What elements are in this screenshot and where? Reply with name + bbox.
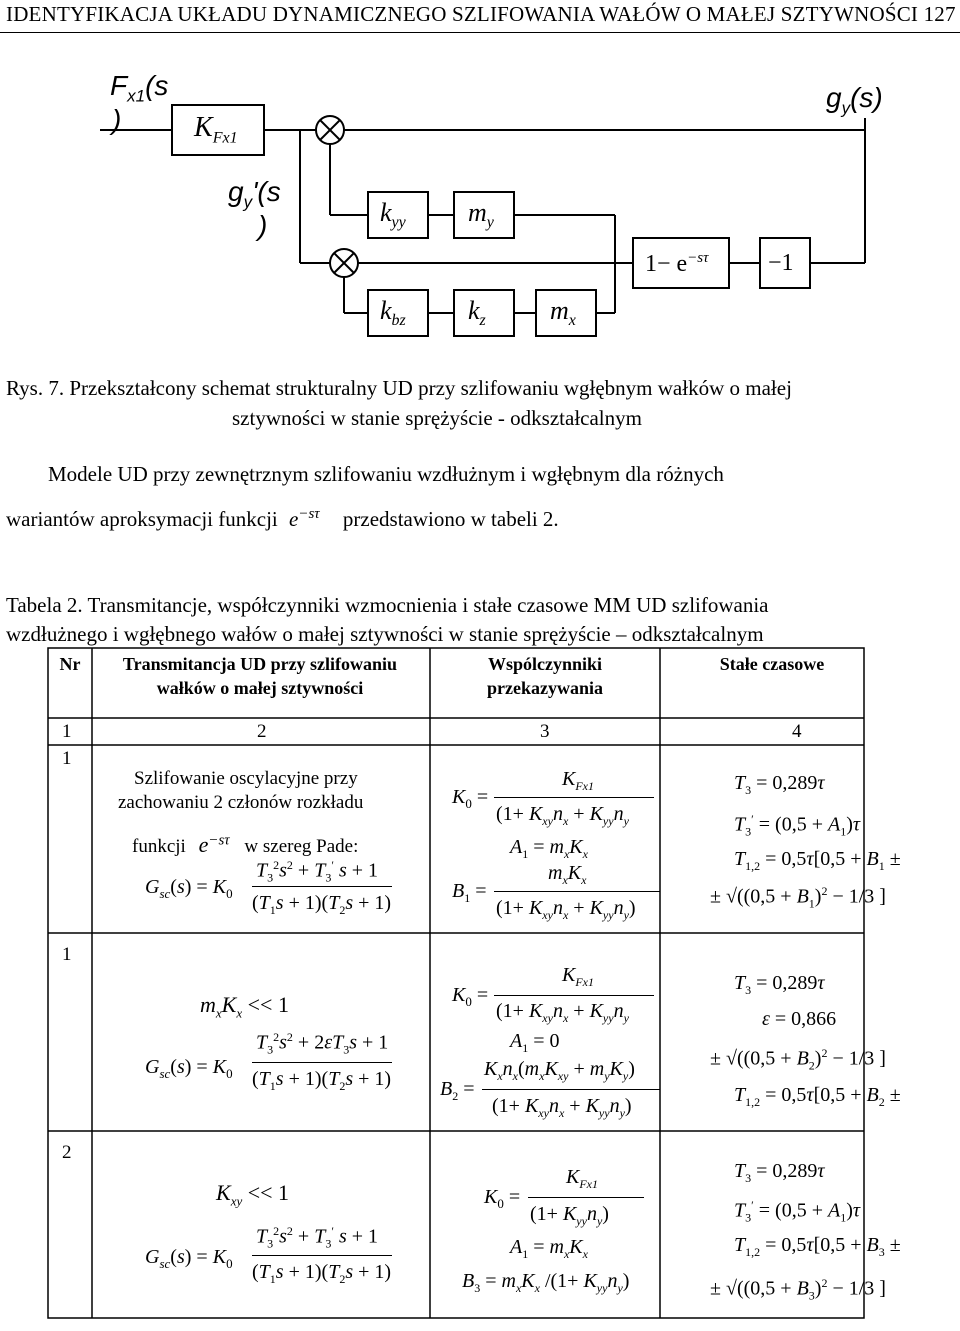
row-3-a1: $A_1 = m_xK_x$ xyxy=(510,1236,588,1261)
col-number-4: 4 xyxy=(792,721,802,742)
page-number: 127 xyxy=(923,2,956,26)
row-2-condition: $m_xK_x << 1$ xyxy=(200,992,289,1021)
table-header-wspolczynniki: Wspólczynniki przekazywania xyxy=(487,654,603,698)
row-2-fraction-bar xyxy=(252,1062,392,1063)
row-1-nr: 1 xyxy=(62,748,72,769)
row-2-b2-den: $(1+ K_{xy}n_x + K_{yy}n_y)$ xyxy=(492,1095,632,1120)
table-caption-line-1: Tabela 2. Transmitancje, współczynniki wzmocnienia i stałe czasowe MM UD szlifowania xyxy=(6,593,769,617)
row-3-t3-prime: $T_3' = (0,5 + A_1)\tau$ xyxy=(734,1198,861,1225)
figure-caption-line-1: Rys. 7. Przekształcony schemat strukturalny UD przy szlifowaniu wgłębnym wałków o małej xyxy=(6,376,792,400)
block-mx-label: $m_x$ xyxy=(550,296,576,330)
row-1-b1-den: $(1+ K_{xy}n_x + K_{yy}n_y)$ xyxy=(496,897,636,922)
block-kbz-label: $k_{bz}$ xyxy=(380,296,406,330)
col-number-3: 3 xyxy=(540,721,550,742)
row-1-t12-cont: ± $√((0,5 + B_1)^2 - 1/3$ ] xyxy=(710,884,886,911)
row-1-k0-num: $K_{Fx1}$ xyxy=(562,768,594,793)
row-2-epsilon: ε = 0,866 xyxy=(762,1008,837,1030)
row-3-t12: $T_{1,2} = 0,5\tau[0,5 + B_3$ ± xyxy=(734,1234,901,1259)
output-label: $g_y(s)$ xyxy=(826,82,883,118)
table-header-stale: Stałe czasowe xyxy=(719,654,825,674)
row-1-k0-bar xyxy=(494,797,654,798)
header-title: IDENTYFIKACJA UKŁADU DYNAMICZNEGO SZLIFOWANIA WAŁÓW O MAŁEJ SZTYWNOŚCI xyxy=(6,2,919,26)
row-3-numerator: $T_3^2s^2 + T_3'$ s + 1 xyxy=(256,1224,379,1251)
row-2-nr: 1 xyxy=(62,944,72,965)
block-kz-label: $k_z$ xyxy=(468,296,486,330)
row-1-a1: $A_1 = m_xK_x$ xyxy=(510,836,588,861)
row-3-fraction-bar xyxy=(252,1255,392,1256)
row-1-text-2: zachowaniu 2 członów rozkładu xyxy=(118,792,364,813)
row-3-sqrt: ± $√((0,5 + B_3)^2 - 1/3$ ] xyxy=(710,1276,886,1303)
row-3-k0: $K_0$ = xyxy=(484,1186,521,1211)
row-3-k0-den: $(1+ K_{yy}n_y)$ xyxy=(530,1203,609,1228)
figure-caption-line-2: sztywności w stanie sprężyście - odkształcalnym xyxy=(232,406,642,430)
row-3-k0-bar xyxy=(528,1197,644,1198)
input-label: $F_{x1}(s$ xyxy=(110,70,169,106)
block-minus-one-label: −1 xyxy=(768,250,794,276)
block-kfx-label: $K_{Fx1}$ xyxy=(194,112,238,147)
row-1-k0: $K_0$ = xyxy=(452,786,489,811)
table-header-transmitancja: Transmitancja UD przy szlifowaniu wałków o małej sztywności xyxy=(122,654,398,698)
row-1-b1-bar xyxy=(494,891,660,892)
input-label-tail: ) xyxy=(112,104,122,135)
row-2-sqrt: ± $√((0,5 + B_2)^2 - 1/3$ ] xyxy=(710,1046,886,1073)
row-3-k0-num: $K_{Fx1}$ xyxy=(566,1166,598,1191)
row-1-b1: $B_1$ = xyxy=(452,880,487,905)
block-my-label: $m_y$ xyxy=(468,198,494,232)
row-1-t3-prime: $T_3' = (0,5 + A_1)\tau$ xyxy=(734,812,861,839)
col-number-2: 2 xyxy=(257,721,267,742)
row-1-text-1: Szlifowanie oscylacyjne przy xyxy=(134,768,358,789)
row-2-b2: $B_2$ = xyxy=(440,1078,475,1103)
row-3-denominator: $(T_1s + 1)(T_2s + 1)$ xyxy=(252,1261,392,1286)
row-2-transfer-function: $G_{sc}(s) = K_0$ xyxy=(145,1056,233,1081)
col-number-1: 1 xyxy=(62,721,72,742)
row-1-text-3: funkcji $e^{-s\tau}$ w szereg Pade: xyxy=(132,832,359,857)
block-delay-label: $1- e^{-s\tau}$ xyxy=(645,250,709,277)
paragraph-line-1: Modele UD przy zewnętrznym szlifowaniu wzdłużnym i wgłębnym dla różnych xyxy=(48,462,724,486)
row-2-b2-bar xyxy=(482,1089,660,1090)
paragraph-line-2: wariantów aproksymacji funkcji $e^{-s\tau}$ przedstawiono w tabeli 2. xyxy=(6,506,559,531)
block-kyy-label: $k_{yy}$ xyxy=(380,198,406,232)
row-2-k0-num: $K_{Fx1}$ xyxy=(562,964,594,989)
row-2-k0-bar xyxy=(494,995,654,996)
row-1-numerator: $T_3^2s^2 + T_3'$ s + 1 xyxy=(256,858,379,885)
row-2-t12: $T_{1,2} = 0,5\tau[0,5 + B_2$ ± xyxy=(734,1084,901,1109)
row-3-nr: 2 xyxy=(62,1142,72,1163)
feedback-label-tail: ) xyxy=(258,210,268,241)
table-header-nr: Nr xyxy=(59,654,81,674)
row-2-a1: $A_1 = 0$ xyxy=(510,1030,560,1055)
row-2-k0-den: ($1+ K_{xy}n_x + K_{yy}n_y$ xyxy=(496,1000,629,1025)
row-1-k0-den: ($1+ K_{xy}n_x + K_{yy}n_y$ xyxy=(496,803,629,828)
row-3-transfer-function: $G_{sc}(s) = K_0$ xyxy=(145,1246,233,1271)
row-3-t3: $T_3 = 0,289\tau$ xyxy=(734,1160,825,1185)
row-2-t3: $T_3 = 0,289\tau$ xyxy=(734,972,825,997)
feedback-label: $g_y'(s$ xyxy=(228,176,281,212)
row-3-b3: $B_3 = m_xK_x$ $/(1+ K_{yy}n_y)$ xyxy=(462,1270,630,1295)
row-3-condition: $K_{xy} << 1$ xyxy=(216,1180,290,1209)
row-1-fraction-bar xyxy=(252,886,392,887)
row-2-numerator: $T_3^2s^2 + 2\varepsilon T_3s + 1$ xyxy=(256,1030,389,1057)
row-2-b2-num: $K_xn_x(m_xK_{xy} + m_yK_y)$ xyxy=(484,1058,635,1083)
row-1-transfer-function: $G_{sc}(s) = K_0$ xyxy=(145,876,233,901)
row-2-denominator: $(T_1s + 1)(T_2s + 1)$ xyxy=(252,1068,392,1093)
table-caption-line-2: wzdłużnego i wgłębnego wałów o małej sztywności w stanie sprężyście – odkształcalnym xyxy=(6,622,764,646)
row-2-k0: $K_0$ = xyxy=(452,984,489,1009)
row-1-denominator: $(T_1s + 1)(T_2s + 1)$ xyxy=(252,892,392,917)
row-1-t12: $T_{1,2} = 0,5\tau[0,5 + B_1$ ± xyxy=(734,848,901,873)
row-1-b1-num: $m_xK_x$ xyxy=(548,862,587,887)
row-1-t3: $T_3 = 0,289\tau$ xyxy=(734,772,825,797)
